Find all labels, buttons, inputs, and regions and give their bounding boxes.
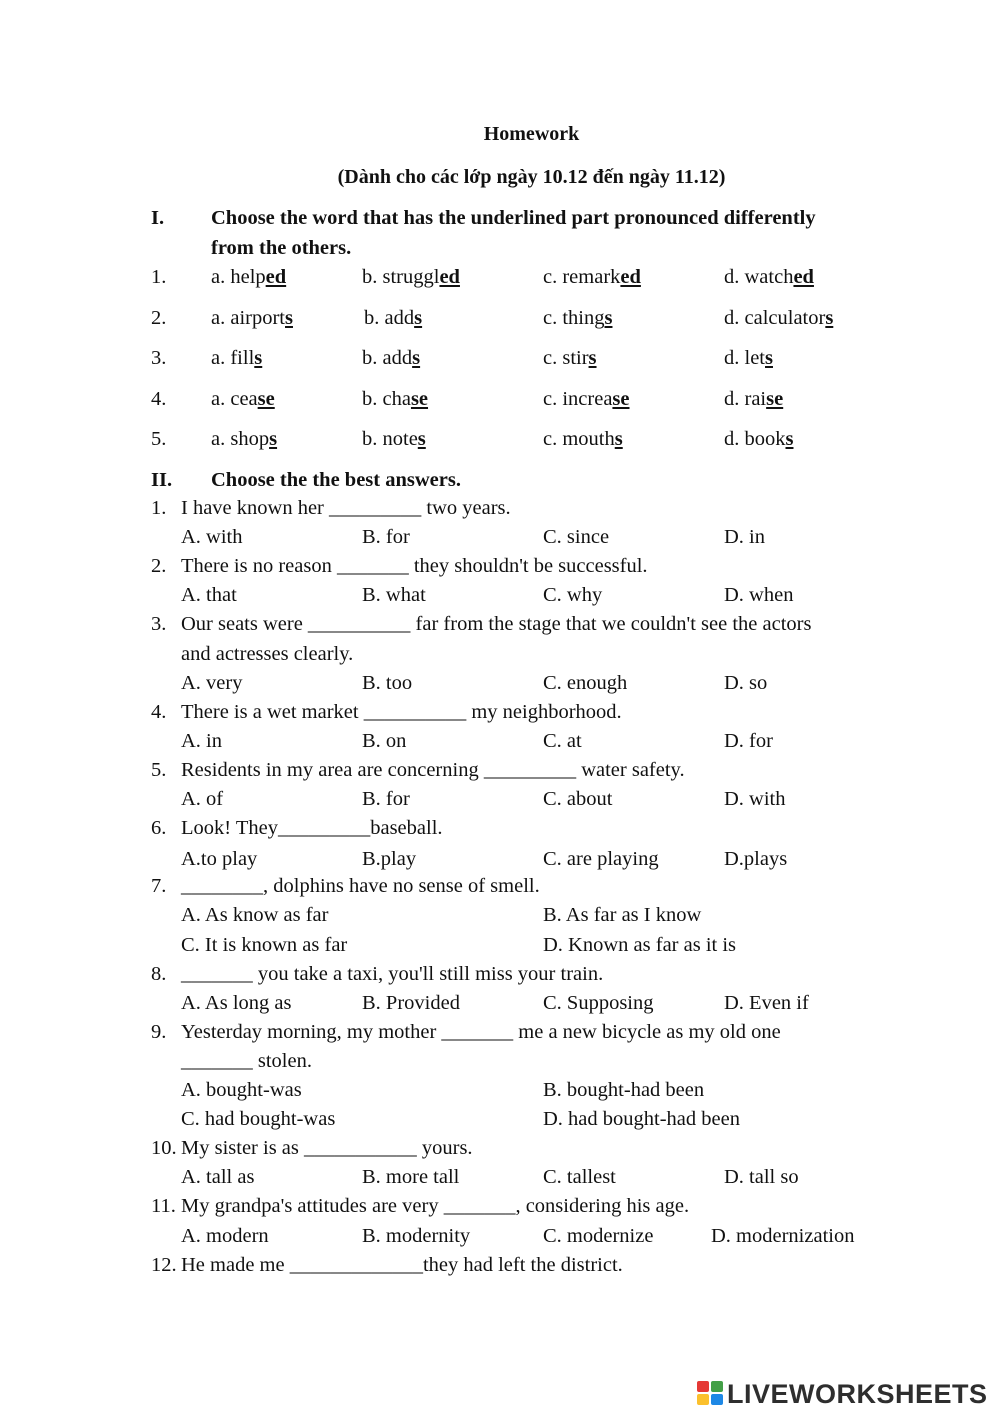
- option-text: a. cea: [211, 388, 258, 410]
- question-text: He made me _____________they had left the district.: [181, 1253, 623, 1276]
- answer-option: A. modern: [181, 1224, 269, 1247]
- question-text: _______ stolen.: [181, 1049, 312, 1072]
- question-text: Residents in my area are concerning _________ water safety.: [181, 758, 685, 781]
- liveworksheets-logo: [697, 1378, 988, 1410]
- answer-option: [724, 266, 814, 289]
- answer-option: A. As long as: [181, 991, 292, 1014]
- underlined-part: s: [417, 428, 426, 450]
- question-text: and actresses clearly.: [181, 642, 354, 665]
- answer-option: C. enough: [543, 671, 628, 694]
- answer-option: A. with: [181, 526, 243, 549]
- option-text: b. add: [364, 307, 415, 329]
- logo-square: [711, 1381, 723, 1392]
- question-text: ________, dolphins have no sense of smell.: [181, 875, 540, 898]
- underlined-part: ed: [265, 266, 287, 288]
- answer-option: D. Even if: [724, 991, 809, 1014]
- question-number: 4.: [151, 388, 167, 410]
- option-text: d. let: [724, 347, 765, 369]
- answer-option: B.play: [362, 848, 417, 871]
- answer-option: [543, 388, 630, 411]
- question-text: I have known her _________ two years.: [181, 497, 511, 519]
- logo-text: LIVEWORKSHEETS: [727, 1378, 988, 1409]
- answer-option: B. more tall: [362, 1166, 460, 1189]
- question-text: Yesterday morning, my mother _______ me a new bicycle as my old one: [181, 1020, 781, 1043]
- answer-option: B. Provided: [362, 991, 460, 1014]
- logo-square: [697, 1381, 709, 1392]
- answer-option: C. why: [543, 584, 603, 607]
- underlined-part: s: [825, 307, 834, 329]
- question-number: 11.: [151, 1195, 176, 1218]
- answer-option: A. As know as far: [181, 904, 329, 927]
- answer-option: A.to play: [181, 848, 258, 871]
- underlined-part: s: [269, 428, 278, 450]
- answer-option: B. bought-had been: [543, 1079, 705, 1101]
- answer-option: [543, 428, 623, 451]
- answer-option: C. Supposing: [543, 991, 654, 1014]
- underlined-part: ed: [793, 266, 814, 288]
- option-text: c. remark: [543, 266, 621, 288]
- option-text: c. mouth: [543, 428, 615, 450]
- question-number: 5.: [151, 428, 167, 450]
- answer-option: C. about: [543, 788, 613, 810]
- answer-option: D. tall so: [724, 1166, 799, 1189]
- answer-option: D. Known as far as it is: [543, 933, 737, 956]
- option-text: c. stir: [543, 347, 589, 369]
- option-text: d. calculator: [724, 307, 826, 329]
- option-text: d. watch: [724, 266, 794, 288]
- answer-option: [543, 307, 612, 330]
- answer-option: [543, 347, 597, 370]
- answer-option: D. in: [724, 526, 765, 549]
- question-text: My grandpa's attitudes are very _______, considering his age.: [181, 1195, 690, 1218]
- question-text: There is a wet market __________ my neighborhood.: [181, 700, 622, 723]
- question-text: There is no reason _______ they shouldn't be successful.: [181, 555, 648, 578]
- answer-option: [211, 388, 275, 411]
- option-text: b. add: [362, 347, 413, 369]
- option-text: a. shop: [211, 428, 270, 450]
- page-subtitle: (Dành cho các lớp ngày 10.12 đến ngày 11.12): [337, 166, 726, 188]
- question-number: 2.: [151, 555, 167, 578]
- question-number: 12.: [151, 1253, 177, 1276]
- answer-option: D. with: [724, 788, 786, 810]
- question-text: Look! They_________baseball.: [181, 817, 443, 840]
- underlined-part: ed: [620, 266, 641, 288]
- option-text: b. struggl: [362, 266, 440, 288]
- answer-option: [724, 428, 793, 451]
- answer-option: A. of: [181, 788, 224, 810]
- option-text: a. fill: [211, 347, 255, 369]
- section-2-numeral: II.: [151, 469, 173, 491]
- answer-option: A. tall as: [181, 1166, 255, 1189]
- answer-option: D. modernization: [711, 1224, 855, 1247]
- question-number: 6.: [151, 817, 167, 840]
- underlined-part: s: [785, 428, 794, 450]
- answer-option: B. As far as I know: [543, 904, 702, 927]
- question-number: 9.: [151, 1020, 167, 1043]
- underlined-part: se: [257, 388, 275, 410]
- question-number: 3.: [151, 613, 167, 636]
- option-text: a. airport: [211, 307, 285, 329]
- answer-option: C. since: [543, 526, 610, 549]
- answer-option: [362, 266, 460, 289]
- answer-option: A. in: [181, 729, 222, 752]
- answer-option: C. had bought-was: [181, 1108, 336, 1131]
- answer-option: C. It is known as far: [181, 933, 348, 956]
- answer-option: [211, 307, 293, 330]
- underlined-part: se: [410, 388, 429, 410]
- underlined-part: s: [414, 307, 423, 329]
- page-title: Homework: [483, 123, 580, 145]
- answer-option: A. very: [181, 671, 243, 694]
- answer-option: B. on: [362, 729, 407, 752]
- section-1-heading-line2: from the others.: [211, 237, 352, 259]
- underlined-part: s: [285, 307, 293, 329]
- underlined-part: s: [614, 428, 623, 450]
- question-number: 1.: [151, 266, 167, 288]
- question-number: 8.: [151, 962, 167, 985]
- underlined-part: s: [412, 347, 421, 369]
- question-number: 3.: [151, 347, 167, 369]
- answer-option: B. what: [362, 584, 426, 607]
- underlined-part: se: [612, 388, 630, 410]
- answer-option: B. modernity: [362, 1224, 471, 1247]
- answer-option: C. are playing: [543, 848, 659, 871]
- answer-option: [211, 266, 286, 289]
- answer-option: D. for: [724, 729, 773, 752]
- option-text: c. increa: [543, 388, 613, 410]
- option-text: d. rai: [724, 388, 767, 410]
- answer-option: [362, 388, 428, 411]
- question-number: 1.: [151, 497, 167, 519]
- answer-option: C. at: [543, 729, 582, 752]
- answer-option: [362, 347, 420, 370]
- option-text: b. note: [362, 428, 418, 450]
- question-text: Our seats were __________ far from the stage that we couldn't see the actors: [181, 613, 812, 636]
- question-number: 7.: [151, 875, 167, 898]
- answer-option: [362, 428, 426, 451]
- underlined-part: se: [766, 388, 784, 410]
- answer-option: [211, 428, 277, 451]
- underlined-part: ed: [439, 266, 460, 288]
- answer-option: B. for: [362, 526, 410, 549]
- answer-option: [543, 266, 641, 289]
- question-number: 2.: [151, 307, 167, 329]
- question-number: 5.: [151, 758, 167, 781]
- answer-option: B. for: [362, 788, 410, 810]
- option-text: b. cha: [362, 388, 411, 410]
- underlined-part: s: [588, 347, 597, 369]
- answer-option: [724, 347, 773, 370]
- question-number: 4.: [151, 700, 167, 723]
- section-1-numeral: I.: [151, 207, 165, 229]
- underlined-part: s: [765, 347, 773, 369]
- question-text: _______ you take a taxi, you'll still miss your train.: [181, 962, 604, 985]
- answer-option: C. tallest: [543, 1166, 616, 1189]
- underlined-part: s: [254, 347, 263, 369]
- answer-option: D. when: [724, 584, 794, 607]
- answer-option: [364, 307, 422, 330]
- logo-square: [697, 1394, 709, 1405]
- section-1-heading-line1: Choose the word that has the underlined part pronounced differently: [211, 207, 816, 229]
- option-text: c. thing: [543, 307, 605, 329]
- answer-option: [724, 307, 833, 330]
- answer-option: [724, 388, 783, 411]
- answer-option: B. too: [362, 671, 413, 694]
- option-text: a. help: [211, 266, 266, 288]
- answer-option: D. so: [724, 671, 768, 694]
- answer-option: D.plays: [724, 848, 788, 871]
- question-text: My sister is as ___________ yours.: [181, 1137, 473, 1160]
- option-text: d. book: [724, 428, 786, 450]
- answer-option: A. that: [181, 584, 237, 607]
- section-2-heading: Choose the the best answers.: [211, 469, 461, 491]
- logo-grid-icon: [697, 1381, 725, 1407]
- answer-option: C. modernize: [543, 1224, 654, 1247]
- logo-square: [711, 1394, 723, 1405]
- answer-option: D. had bought-had been: [543, 1108, 740, 1131]
- answer-option: [211, 347, 262, 370]
- question-number: 10.: [151, 1137, 177, 1160]
- answer-option: A. bought-was: [181, 1079, 302, 1101]
- underlined-part: s: [604, 307, 613, 329]
